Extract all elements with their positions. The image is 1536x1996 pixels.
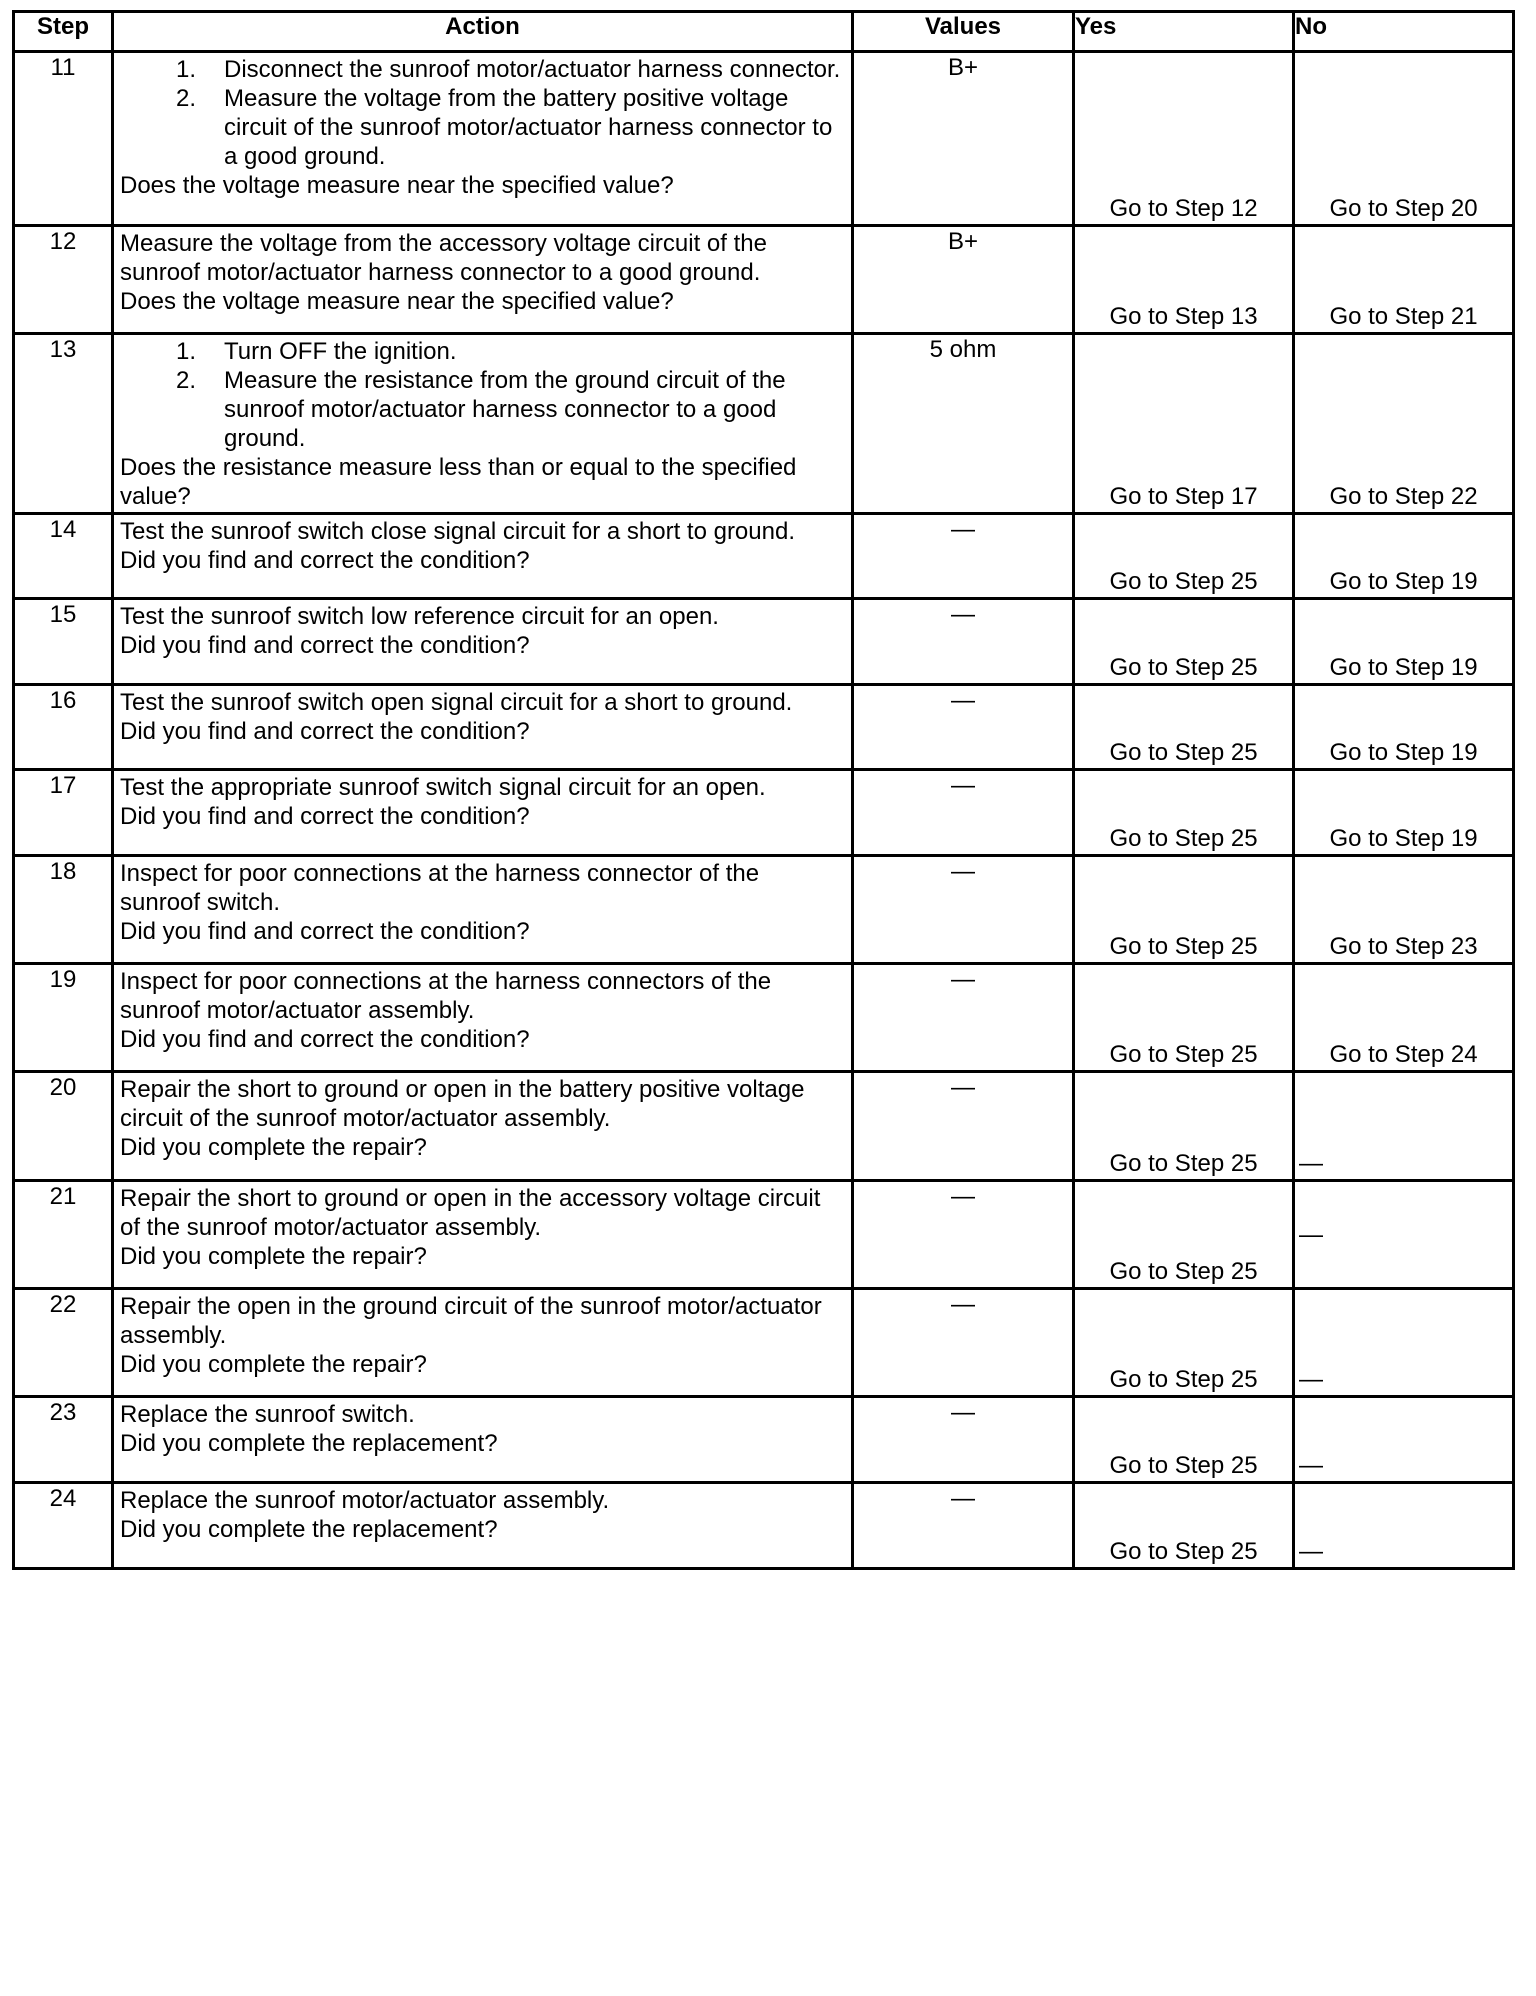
step-number: 20 xyxy=(14,1072,113,1181)
action-cell xyxy=(113,334,853,514)
header-yes: Yes xyxy=(1074,12,1294,52)
yes-cell xyxy=(1074,856,1294,964)
no-cell xyxy=(1294,1483,1514,1569)
step-number: 17 xyxy=(14,770,113,856)
diagnostic-table xyxy=(12,10,1515,1570)
step-number: 18 xyxy=(14,856,113,964)
no-result: — xyxy=(1299,1452,1323,1479)
action-text: Replace the sunroof motor/actuator assembly. xyxy=(120,1487,610,1514)
no-result: Go to Step 20 xyxy=(1329,195,1478,222)
yes-result: Go to Step 25 xyxy=(1109,933,1258,960)
table-row xyxy=(14,1072,1514,1181)
action-step-item xyxy=(120,337,845,366)
action-step-item xyxy=(120,84,845,171)
value-cell: — xyxy=(853,685,1074,770)
action-step-text: Measure the voltage from the battery positive voltage circuit of the sunroof motor/actuator harness connector to a good ground. xyxy=(224,85,833,170)
value-cell: — xyxy=(853,964,1074,1072)
value-cell: — xyxy=(853,1397,1074,1483)
table-row xyxy=(14,1181,1514,1289)
yes-result: Go to Step 13 xyxy=(1109,303,1258,330)
action-step-item xyxy=(120,366,845,453)
step-number: 22 xyxy=(14,1289,113,1397)
yes-result: Go to Step 25 xyxy=(1109,1538,1258,1565)
action-question: Did you complete the repair? xyxy=(120,1243,427,1270)
yes-result: Go to Step 25 xyxy=(1109,739,1258,766)
yes-result: Go to Step 12 xyxy=(1109,195,1258,222)
action-step-number: 2. xyxy=(175,85,196,112)
yes-cell xyxy=(1074,334,1294,514)
step-number: 15 xyxy=(14,599,113,685)
step-number: 19 xyxy=(14,964,113,1072)
no-cell xyxy=(1294,599,1514,685)
no-result: Go to Step 22 xyxy=(1329,483,1478,510)
yes-result: Go to Step 25 xyxy=(1109,568,1258,595)
yes-cell xyxy=(1074,1483,1294,1569)
yes-result: Go to Step 25 xyxy=(1109,825,1258,852)
no-cell xyxy=(1294,226,1514,334)
table-row xyxy=(14,685,1514,770)
yes-cell xyxy=(1074,685,1294,770)
yes-result: Go to Step 25 xyxy=(1109,1150,1258,1177)
table-row xyxy=(14,514,1514,599)
yes-result: Go to Step 25 xyxy=(1109,1366,1258,1393)
action-text: Inspect for poor connections at the harness connectors of the sunroof motor/actuator assembly. xyxy=(120,968,772,1024)
yes-result: Go to Step 17 xyxy=(1109,483,1258,510)
no-result: — xyxy=(1299,1221,1323,1248)
value-cell: — xyxy=(853,599,1074,685)
no-result: Go to Step 19 xyxy=(1329,739,1478,766)
action-question: Did you complete the replacement? xyxy=(120,1430,498,1457)
value-cell: — xyxy=(853,1072,1074,1181)
action-cell xyxy=(113,599,853,685)
value-cell: B+ xyxy=(853,226,1074,334)
action-question: Did you complete the repair? xyxy=(120,1134,427,1161)
action-text: Repair the open in the ground circuit of the sunroof motor/actuator assembly. xyxy=(120,1293,822,1349)
no-cell xyxy=(1294,770,1514,856)
action-text: Test the sunroof switch low reference circuit for an open. xyxy=(120,603,719,630)
action-question: Does the resistance measure less than or equal to the specified value? xyxy=(120,454,797,510)
yes-cell xyxy=(1074,226,1294,334)
no-result: Go to Step 19 xyxy=(1329,825,1478,852)
action-step-number: 2. xyxy=(175,367,196,394)
table-row xyxy=(14,226,1514,334)
action-text: Inspect for poor connections at the harness connector of the sunroof switch. xyxy=(120,860,760,916)
no-result: — xyxy=(1299,1150,1323,1177)
no-cell xyxy=(1294,514,1514,599)
action-cell xyxy=(113,52,853,226)
table-row xyxy=(14,1289,1514,1397)
action-steps-list xyxy=(120,55,845,171)
action-question: Did you find and correct the condition? xyxy=(120,918,530,945)
no-cell xyxy=(1294,334,1514,514)
no-cell xyxy=(1294,1289,1514,1397)
no-result: Go to Step 24 xyxy=(1329,1041,1478,1068)
action-question: Did you find and correct the condition? xyxy=(120,632,530,659)
step-number: 13 xyxy=(14,334,113,514)
action-steps-list xyxy=(120,337,845,453)
header-step: Step xyxy=(14,12,113,52)
yes-cell xyxy=(1074,514,1294,599)
step-number: 23 xyxy=(14,1397,113,1483)
yes-cell xyxy=(1074,964,1294,1072)
no-cell xyxy=(1294,856,1514,964)
value-cell: — xyxy=(853,1181,1074,1289)
action-text: Repair the short to ground or open in the battery positive voltage circuit of the sunroof motor/actuator assembly. xyxy=(120,1076,805,1132)
no-cell xyxy=(1294,685,1514,770)
action-text: Replace the sunroof switch. xyxy=(120,1401,415,1428)
header-values: Values xyxy=(853,12,1074,52)
header-no: No xyxy=(1294,12,1514,52)
action-cell xyxy=(113,1181,853,1289)
action-question: Does the voltage measure near the specified value? xyxy=(120,172,674,199)
no-result: — xyxy=(1299,1538,1323,1565)
step-number: 21 xyxy=(14,1181,113,1289)
step-number: 16 xyxy=(14,685,113,770)
yes-cell xyxy=(1074,770,1294,856)
action-text: Test the sunroof switch close signal circuit for a short to ground. xyxy=(120,518,795,545)
action-question: Does the voltage measure near the specified value? xyxy=(120,288,674,315)
yes-cell xyxy=(1074,1181,1294,1289)
no-result: Go to Step 19 xyxy=(1329,654,1478,681)
action-cell xyxy=(113,1483,853,1569)
value-cell: — xyxy=(853,514,1074,599)
table-row xyxy=(14,334,1514,514)
yes-cell xyxy=(1074,599,1294,685)
action-step-text: Turn OFF the ignition. xyxy=(224,338,457,365)
action-cell xyxy=(113,770,853,856)
yes-result: Go to Step 25 xyxy=(1109,1452,1258,1479)
no-result: Go to Step 23 xyxy=(1329,933,1478,960)
action-cell xyxy=(113,1289,853,1397)
action-question: Did you complete the replacement? xyxy=(120,1516,498,1543)
step-number: 11 xyxy=(14,52,113,226)
value-cell: 5 ohm xyxy=(853,334,1074,514)
no-cell xyxy=(1294,1072,1514,1181)
action-cell xyxy=(113,1072,853,1181)
action-cell xyxy=(113,514,853,599)
no-result: — xyxy=(1299,1366,1323,1393)
value-cell: — xyxy=(853,856,1074,964)
table-row xyxy=(14,52,1514,226)
action-step-number: 1. xyxy=(175,338,196,365)
value-cell: — xyxy=(853,770,1074,856)
action-step-number: 1. xyxy=(175,56,196,83)
no-cell xyxy=(1294,52,1514,226)
no-cell xyxy=(1294,964,1514,1072)
yes-result: Go to Step 25 xyxy=(1109,654,1258,681)
action-cell xyxy=(113,685,853,770)
no-result: Go to Step 21 xyxy=(1329,303,1478,330)
action-text xyxy=(120,335,845,453)
action-cell xyxy=(113,1397,853,1483)
table-row xyxy=(14,599,1514,685)
value-cell: — xyxy=(853,1289,1074,1397)
value-cell: B+ xyxy=(853,52,1074,226)
action-question: Did you find and correct the condition? xyxy=(120,547,530,574)
yes-cell xyxy=(1074,1289,1294,1397)
action-cell xyxy=(113,856,853,964)
step-number: 14 xyxy=(14,514,113,599)
yes-result: Go to Step 25 xyxy=(1109,1258,1258,1285)
action-cell xyxy=(113,964,853,1072)
action-cell xyxy=(113,226,853,334)
value-cell: — xyxy=(853,1483,1074,1569)
action-question: Did you find and correct the condition? xyxy=(120,718,530,745)
step-number: 12 xyxy=(14,226,113,334)
action-text: Measure the voltage from the accessory voltage circuit of the sunroof motor/actuator harness connector to a good ground. xyxy=(120,230,767,286)
action-question: Did you find and correct the condition? xyxy=(120,803,530,830)
no-result: Go to Step 19 xyxy=(1329,568,1478,595)
table-row xyxy=(14,964,1514,1072)
action-question: Did you complete the repair? xyxy=(120,1351,427,1378)
yes-cell xyxy=(1074,52,1294,226)
yes-cell xyxy=(1074,1397,1294,1483)
table-row xyxy=(14,856,1514,964)
table-row xyxy=(14,1397,1514,1483)
no-cell xyxy=(1294,1397,1514,1483)
action-text: Test the sunroof switch open signal circuit for a short to ground. xyxy=(120,689,793,716)
action-text xyxy=(120,53,845,171)
action-step-text: Disconnect the sunroof motor/actuator harness connector. xyxy=(224,56,841,83)
header-row xyxy=(14,12,1514,52)
table-row xyxy=(14,1483,1514,1569)
yes-result: Go to Step 25 xyxy=(1109,1041,1258,1068)
action-question: Did you find and correct the condition? xyxy=(120,1026,530,1053)
yes-cell xyxy=(1074,1072,1294,1181)
action-step-text: Measure the resistance from the ground circuit of the sunroof motor/actuator harness connector to a good ground. xyxy=(224,367,786,452)
table-row xyxy=(14,770,1514,856)
action-step-item xyxy=(120,55,845,84)
action-text: Repair the short to ground or open in the accessory voltage circuit of the sunroof motor/actuator assembly. xyxy=(120,1185,821,1241)
header-action: Action xyxy=(113,12,853,52)
no-cell xyxy=(1294,1181,1514,1289)
action-text: Test the appropriate sunroof switch signal circuit for an open. xyxy=(120,774,766,801)
step-number: 24 xyxy=(14,1483,113,1569)
